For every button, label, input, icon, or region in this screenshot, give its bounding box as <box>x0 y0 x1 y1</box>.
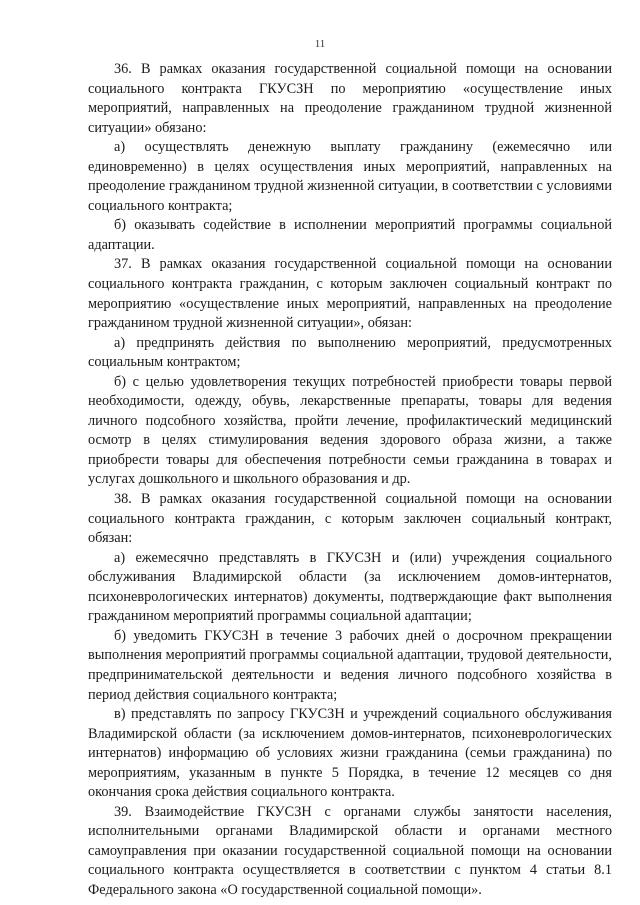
paragraph-36-a: а) осуществлять денежную выплату гражданину (ежемесячно или единовременно) в целях осуществления иных мероприятий, направленных на преодоление гражданином трудной жизненной ситуации, в соответствии с условиями социального контракта; <box>88 139 612 214</box>
paragraph-38-c: в) представлять по запросу ГКУСЗН и учреждений социального обслуживания Владимирской области (за исключением домов-интернатов, психоневрологических интернатов) информацию об условиях жизни гражданина (семьи гражданина) по мероприятиям, указанным в пункте 5 Порядка, в течение 12 месяцев со дня окончания срока действия социального контракта. <box>88 706 612 801</box>
paragraph-37-a: а) предпринять действия по выполнению мероприятий, предусмотренных социальным контрактом; <box>88 334 612 371</box>
paragraph-39: 39. Взаимодействие ГКУСЗН с органами службы занятости населения, исполнительными органами Владимирской области и органами местного самоуправления при оказании государственной социальной помощи на основании социального контракта осуществляется в соответствии с пунктом 4 статьи 8.1 Федерального закона «О государственной социальной помощи». <box>88 803 612 898</box>
paragraph-37-b: б) с целью удовлетворения текущих потребностей приобрести товары первой необходимости, одежду, обувь, лекарственные препараты, товары для ведения личного подсобного хозяйства, пройти лечение, профилактический медицинский осмотр в целях стимулирования ведения здорового образа жизни, а также приобрести товары для обеспечения потребности семьи гражданина в товарах и услугах дошкольного и школьного образования и др. <box>88 373 612 488</box>
document-body <box>88 60 612 901</box>
paragraph-37: 37. В рамках оказания государственной социальной помощи на основании социального контракта гражданин, с которым заключен социальный контракт по мероприятию «осуществление иных мероприятий, направленных на преодоление гражданином трудной жизненной ситуации», обязан: <box>88 256 612 332</box>
page-number: 11 <box>314 38 326 50</box>
paragraph-38-a: а) ежемесячно представлять в ГКУСЗН и (или) учреждения социального обслуживания Владимирской области (за исключением домов-интернатов, психоневрологических интернатов) документы, подтверждающие факт выполнения гражданином мероприятий программы социальной адаптации; <box>88 549 612 625</box>
paragraph-38-b: б) уведомить ГКУСЗН в течение 3 рабочих дней о досрочном прекращении выполнения мероприятий программы социальной адаптации, трудовой деятельности, предпринимательской деятельности и ведения личного подсобного хозяйства в период действия социального контракта; <box>88 627 612 703</box>
paragraph-36: 36. В рамках оказания государственной социальной помощи на основании социального контракта ГКУСЗН по мероприятию «осуществление иных мероприятий, направленных на преодоление гражданином трудной жизненной ситуации» обязано: <box>88 61 612 136</box>
paragraph-36-b: б) оказывать содействие в исполнении мероприятий программы социальной адаптации. <box>88 217 612 253</box>
paragraph-38: 38. В рамках оказания государственной социальной помощи на основании социального контракта гражданин, с которым заключен социальный контракт, обязан: <box>88 491 612 547</box>
